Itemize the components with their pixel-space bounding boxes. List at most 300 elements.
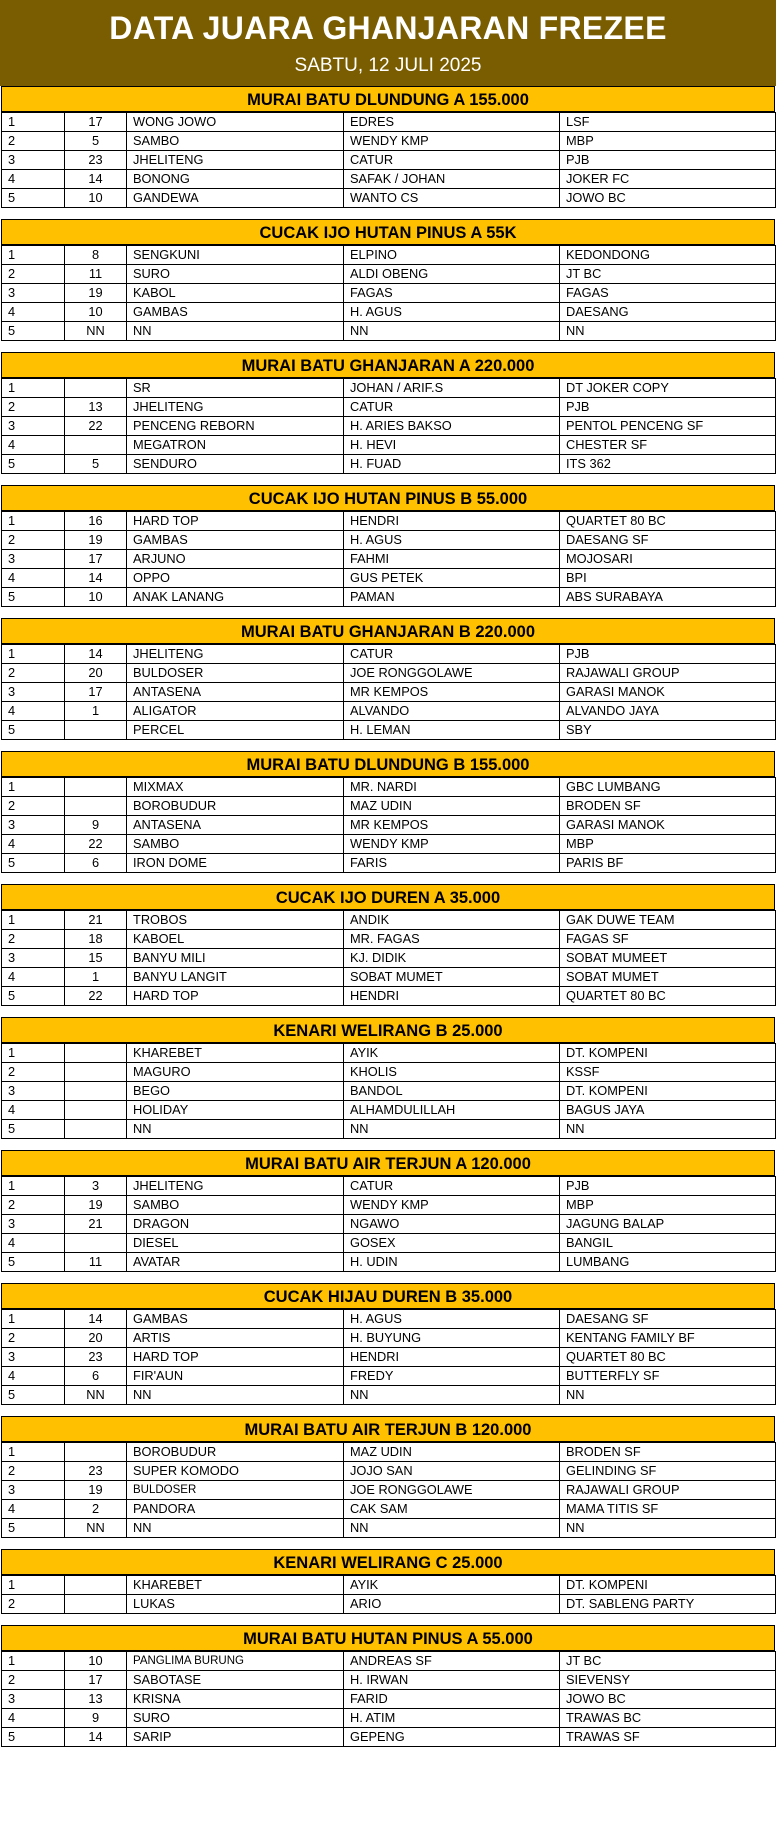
result-section xyxy=(0,219,776,352)
result-section xyxy=(0,1549,776,1625)
bird-name-cell: ARJUNO xyxy=(127,550,344,569)
table-row xyxy=(2,1519,776,1538)
rank-cell: 4 xyxy=(2,1500,65,1519)
number-cell: 22 xyxy=(65,835,127,854)
bird-name-cell: MAGURO xyxy=(127,1063,344,1082)
table-row xyxy=(2,1177,776,1196)
bird-name-cell: BULDOSER xyxy=(127,664,344,683)
bird-name-cell: GAMBAS xyxy=(127,531,344,550)
number-cell: 20 xyxy=(65,1329,127,1348)
number-cell: 3 xyxy=(65,1177,127,1196)
team-cell: JT BC xyxy=(560,265,776,284)
table-row xyxy=(2,512,776,531)
team-cell: DAESANG SF xyxy=(560,1310,776,1329)
number-cell: 14 xyxy=(65,170,127,189)
results-table xyxy=(1,777,776,873)
owner-cell: AYIK xyxy=(344,1044,560,1063)
bird-name-cell: HARD TOP xyxy=(127,512,344,531)
table-row xyxy=(2,1348,776,1367)
number-cell: 1 xyxy=(65,702,127,721)
result-section xyxy=(0,485,776,618)
owner-cell: NN xyxy=(344,1386,560,1405)
bird-name-cell: HARD TOP xyxy=(127,1348,344,1367)
rank-cell: 2 xyxy=(2,398,65,417)
bird-name-cell: BEGO xyxy=(127,1082,344,1101)
rank-cell: 1 xyxy=(2,1652,65,1671)
bird-name-cell: HOLIDAY xyxy=(127,1101,344,1120)
section-title: CUCAK IJO HUTAN PINUS B 55.000 xyxy=(1,485,775,511)
table-row xyxy=(2,455,776,474)
table-row xyxy=(2,189,776,208)
rank-cell: 4 xyxy=(2,569,65,588)
team-cell: JOWO BC xyxy=(560,1690,776,1709)
rank-cell: 3 xyxy=(2,550,65,569)
owner-cell: MR. NARDI xyxy=(344,778,560,797)
table-row xyxy=(2,645,776,664)
number-cell xyxy=(65,436,127,455)
section-title: CUCAK HIJAU DUREN B 35.000 xyxy=(1,1283,775,1309)
table-row xyxy=(2,987,776,1006)
results-table xyxy=(1,1043,776,1139)
rank-cell: 2 xyxy=(2,1063,65,1082)
bird-name-cell: SABOTASE xyxy=(127,1671,344,1690)
bird-name-cell: NN xyxy=(127,1120,344,1139)
table-row xyxy=(2,797,776,816)
team-cell: NN xyxy=(560,1386,776,1405)
team-cell: JOKER FC xyxy=(560,170,776,189)
owner-cell: ALVANDO xyxy=(344,702,560,721)
rank-cell: 3 xyxy=(2,683,65,702)
bird-name-cell: IRON DOME xyxy=(127,854,344,873)
result-section xyxy=(0,1017,776,1150)
result-section xyxy=(0,618,776,751)
number-cell xyxy=(65,1044,127,1063)
number-cell: 1 xyxy=(65,968,127,987)
section-gap xyxy=(0,740,776,751)
team-cell: PARIS BF xyxy=(560,854,776,873)
owner-cell: GOSEX xyxy=(344,1234,560,1253)
bird-name-cell: BANYU MILI xyxy=(127,949,344,968)
bird-name-cell: ANAK LANANG xyxy=(127,588,344,607)
table-row xyxy=(2,1063,776,1082)
rank-cell: 5 xyxy=(2,1386,65,1405)
team-cell: DAESANG xyxy=(560,303,776,322)
bird-name-cell: PANDORA xyxy=(127,1500,344,1519)
table-row xyxy=(2,1462,776,1481)
number-cell xyxy=(65,1063,127,1082)
rank-cell: 2 xyxy=(2,1329,65,1348)
number-cell: 10 xyxy=(65,189,127,208)
owner-cell: FREDY xyxy=(344,1367,560,1386)
result-section xyxy=(0,352,776,485)
result-section xyxy=(0,1283,776,1416)
section-gap xyxy=(0,341,776,352)
result-section xyxy=(0,86,776,219)
team-cell: NN xyxy=(560,1519,776,1538)
owner-cell: ELPINO xyxy=(344,246,560,265)
table-row xyxy=(2,113,776,132)
table-row xyxy=(2,1709,776,1728)
bird-name-cell: SURO xyxy=(127,265,344,284)
number-cell: NN xyxy=(65,322,127,341)
bird-name-cell: JHELITENG xyxy=(127,645,344,664)
bird-name-cell: MEGATRON xyxy=(127,436,344,455)
owner-cell: FARIS xyxy=(344,854,560,873)
section-title: MURAI BATU DLUNDUNG B 155.000 xyxy=(1,751,775,777)
team-cell: TRAWAS SF xyxy=(560,1728,776,1747)
team-cell: GARASI MANOK xyxy=(560,816,776,835)
bird-name-cell: SAMBO xyxy=(127,132,344,151)
number-cell: 17 xyxy=(65,113,127,132)
number-cell: 11 xyxy=(65,1253,127,1272)
number-cell: 8 xyxy=(65,246,127,265)
bird-name-cell: HARD TOP xyxy=(127,987,344,1006)
owner-cell: ALHAMDULILLAH xyxy=(344,1101,560,1120)
results-table xyxy=(1,1309,776,1405)
section-title: KENARI WELIRANG C 25.000 xyxy=(1,1549,775,1575)
number-cell: 2 xyxy=(65,1500,127,1519)
owner-cell: KJ. DIDIK xyxy=(344,949,560,968)
table-row xyxy=(2,1310,776,1329)
section-title: MURAI BATU GHANJARAN A 220.000 xyxy=(1,352,775,378)
bird-name-cell: NN xyxy=(127,1519,344,1538)
owner-cell: H. UDIN xyxy=(344,1253,560,1272)
rank-cell: 3 xyxy=(2,1690,65,1709)
table-row xyxy=(2,949,776,968)
owner-cell: H. AGUS xyxy=(344,303,560,322)
number-cell: 22 xyxy=(65,987,127,1006)
rank-cell: 3 xyxy=(2,284,65,303)
owner-cell: H. ATIM xyxy=(344,1709,560,1728)
results-table xyxy=(1,1651,776,1747)
bird-name-cell: SAMBO xyxy=(127,1196,344,1215)
section-title: CUCAK IJO DUREN A 35.000 xyxy=(1,884,775,910)
owner-cell: NN xyxy=(344,322,560,341)
team-cell: GARASI MANOK xyxy=(560,683,776,702)
table-row xyxy=(2,1082,776,1101)
number-cell: 10 xyxy=(65,1652,127,1671)
results-table xyxy=(1,112,776,208)
team-cell: KEDONDONG xyxy=(560,246,776,265)
team-cell: DT. KOMPENI xyxy=(560,1082,776,1101)
team-cell: TRAWAS BC xyxy=(560,1709,776,1728)
owner-cell: MAZ UDIN xyxy=(344,1443,560,1462)
results-table xyxy=(1,910,776,1006)
table-row xyxy=(2,550,776,569)
rank-cell: 3 xyxy=(2,949,65,968)
number-cell: 17 xyxy=(65,1671,127,1690)
section-title: MURAI BATU AIR TERJUN B 120.000 xyxy=(1,1416,775,1442)
team-cell: BRODEN SF xyxy=(560,797,776,816)
owner-cell: WANTO CS xyxy=(344,189,560,208)
table-row xyxy=(2,436,776,455)
team-cell: NN xyxy=(560,1120,776,1139)
bird-name-cell: BANYU LANGIT xyxy=(127,968,344,987)
number-cell: 21 xyxy=(65,911,127,930)
rank-cell: 1 xyxy=(2,1044,65,1063)
bird-name-cell: NN xyxy=(127,1386,344,1405)
bird-name-cell: SAMBO xyxy=(127,835,344,854)
bird-name-cell: FIR'AUN xyxy=(127,1367,344,1386)
rank-cell: 2 xyxy=(2,1196,65,1215)
table-row xyxy=(2,1671,776,1690)
table-row xyxy=(2,322,776,341)
owner-cell: HENDRI xyxy=(344,987,560,1006)
owner-cell: CATUR xyxy=(344,398,560,417)
owner-cell: MAZ UDIN xyxy=(344,797,560,816)
table-row xyxy=(2,588,776,607)
owner-cell: CATUR xyxy=(344,645,560,664)
result-section xyxy=(0,1416,776,1549)
table-row xyxy=(2,398,776,417)
table-row xyxy=(2,1196,776,1215)
team-cell: NN xyxy=(560,322,776,341)
bird-name-cell: JHELITENG xyxy=(127,151,344,170)
rank-cell: 1 xyxy=(2,1443,65,1462)
team-cell: MOJOSARI xyxy=(560,550,776,569)
number-cell: 19 xyxy=(65,531,127,550)
rank-cell: 1 xyxy=(2,911,65,930)
section-gap xyxy=(0,1538,776,1549)
rank-cell: 5 xyxy=(2,854,65,873)
team-cell: QUARTET 80 BC xyxy=(560,1348,776,1367)
rank-cell: 2 xyxy=(2,1462,65,1481)
number-cell: 19 xyxy=(65,284,127,303)
number-cell: 22 xyxy=(65,417,127,436)
page-title: DATA JUARA GHANJARAN FREZEE xyxy=(109,10,667,46)
table-row xyxy=(2,1120,776,1139)
section-gap xyxy=(0,873,776,884)
table-row xyxy=(2,284,776,303)
team-cell: PENTOL PENCENG SF xyxy=(560,417,776,436)
rank-cell: 4 xyxy=(2,303,65,322)
owner-cell: ARIO xyxy=(344,1595,560,1614)
owner-cell: NGAWO xyxy=(344,1215,560,1234)
rank-cell: 4 xyxy=(2,702,65,721)
owner-cell: MR. FAGAS xyxy=(344,930,560,949)
rank-cell: 4 xyxy=(2,436,65,455)
result-section xyxy=(0,884,776,1017)
bird-name-cell: SURO xyxy=(127,1709,344,1728)
rank-cell: 1 xyxy=(2,512,65,531)
rank-cell: 2 xyxy=(2,797,65,816)
rank-cell: 1 xyxy=(2,379,65,398)
bird-name-cell: ARTIS xyxy=(127,1329,344,1348)
table-row xyxy=(2,835,776,854)
team-cell: DT. KOMPENI xyxy=(560,1576,776,1595)
owner-cell: JOE RONGGOLAWE xyxy=(344,1481,560,1500)
number-cell: 14 xyxy=(65,1310,127,1329)
team-cell: RAJAWALI GROUP xyxy=(560,664,776,683)
rank-cell: 5 xyxy=(2,1519,65,1538)
number-cell: 21 xyxy=(65,1215,127,1234)
bird-name-cell: GAMBAS xyxy=(127,1310,344,1329)
team-cell: GBC LUMBANG xyxy=(560,778,776,797)
results-table xyxy=(1,644,776,740)
table-row xyxy=(2,170,776,189)
number-cell: 17 xyxy=(65,550,127,569)
bird-name-cell: PENCENG REBORN xyxy=(127,417,344,436)
section-title: KENARI WELIRANG B 25.000 xyxy=(1,1017,775,1043)
rank-cell: 5 xyxy=(2,1728,65,1747)
bird-name-cell: BONONG xyxy=(127,170,344,189)
number-cell: 9 xyxy=(65,1709,127,1728)
owner-cell: NN xyxy=(344,1120,560,1139)
owner-cell: FAHMI xyxy=(344,550,560,569)
section-title: MURAI BATU GHANJARAN B 220.000 xyxy=(1,618,775,644)
owner-cell: H. ARIES BAKSO xyxy=(344,417,560,436)
number-cell: 14 xyxy=(65,569,127,588)
number-cell xyxy=(65,379,127,398)
bird-name-cell: PERCEL xyxy=(127,721,344,740)
results-list xyxy=(0,86,776,1747)
team-cell: PJB xyxy=(560,398,776,417)
number-cell: 19 xyxy=(65,1196,127,1215)
number-cell: 16 xyxy=(65,512,127,531)
table-row xyxy=(2,721,776,740)
bird-name-cell: PANGLIMA BURUNG xyxy=(127,1652,344,1671)
bird-name-cell: BULDOSER xyxy=(127,1481,344,1500)
rank-cell: 5 xyxy=(2,987,65,1006)
owner-cell: H. AGUS xyxy=(344,1310,560,1329)
bird-name-cell: JHELITENG xyxy=(127,1177,344,1196)
rank-cell: 1 xyxy=(2,778,65,797)
rank-cell: 5 xyxy=(2,721,65,740)
rank-cell: 1 xyxy=(2,113,65,132)
team-cell: QUARTET 80 BC xyxy=(560,987,776,1006)
bird-name-cell: BOROBUDUR xyxy=(127,797,344,816)
bird-name-cell: KHAREBET xyxy=(127,1044,344,1063)
team-cell: DT. SABLENG PARTY xyxy=(560,1595,776,1614)
table-row xyxy=(2,379,776,398)
rank-cell: 1 xyxy=(2,645,65,664)
team-cell: BAGUS JAYA xyxy=(560,1101,776,1120)
owner-cell: MR KEMPOS xyxy=(344,683,560,702)
table-row xyxy=(2,778,776,797)
bird-name-cell: MIXMAX xyxy=(127,778,344,797)
number-cell: 6 xyxy=(65,1367,127,1386)
bird-name-cell: NN xyxy=(127,322,344,341)
team-cell: SBY xyxy=(560,721,776,740)
rank-cell: 2 xyxy=(2,531,65,550)
team-cell: BPI xyxy=(560,569,776,588)
table-row xyxy=(2,664,776,683)
rank-cell: 3 xyxy=(2,1481,65,1500)
number-cell: 23 xyxy=(65,151,127,170)
rank-cell: 5 xyxy=(2,588,65,607)
owner-cell: H. FUAD xyxy=(344,455,560,474)
owner-cell: JOJO SAN xyxy=(344,1462,560,1481)
owner-cell: MR KEMPOS xyxy=(344,816,560,835)
bird-name-cell: TROBOS xyxy=(127,911,344,930)
number-cell: 13 xyxy=(65,1690,127,1709)
number-cell xyxy=(65,1120,127,1139)
owner-cell: ANDIK xyxy=(344,911,560,930)
bird-name-cell: AVATAR xyxy=(127,1253,344,1272)
section-gap xyxy=(0,474,776,485)
bird-name-cell: DRAGON xyxy=(127,1215,344,1234)
bird-name-cell: KRISNA xyxy=(127,1690,344,1709)
rank-cell: 4 xyxy=(2,170,65,189)
team-cell: BRODEN SF xyxy=(560,1443,776,1462)
table-row xyxy=(2,1044,776,1063)
table-row xyxy=(2,683,776,702)
page-header xyxy=(0,0,776,86)
results-table xyxy=(1,1442,776,1538)
team-cell: KENTANG FAMILY BF xyxy=(560,1329,776,1348)
number-cell: 20 xyxy=(65,664,127,683)
number-cell: 14 xyxy=(65,645,127,664)
table-row xyxy=(2,1690,776,1709)
rank-cell: 2 xyxy=(2,1595,65,1614)
bird-name-cell: OPPO xyxy=(127,569,344,588)
table-row xyxy=(2,417,776,436)
owner-cell: SAFAK / JOHAN xyxy=(344,170,560,189)
owner-cell: FAGAS xyxy=(344,284,560,303)
rank-cell: 3 xyxy=(2,1082,65,1101)
number-cell: NN xyxy=(65,1519,127,1538)
table-row xyxy=(2,1367,776,1386)
rank-cell: 4 xyxy=(2,1367,65,1386)
team-cell: LUMBANG xyxy=(560,1253,776,1272)
bird-name-cell: KHAREBET xyxy=(127,1576,344,1595)
team-cell: SIEVENSY xyxy=(560,1671,776,1690)
section-gap xyxy=(0,208,776,219)
rank-cell: 4 xyxy=(2,1709,65,1728)
owner-cell: CAK SAM xyxy=(344,1500,560,1519)
bird-name-cell: JHELITENG xyxy=(127,398,344,417)
number-cell xyxy=(65,1443,127,1462)
bird-name-cell: SARIP xyxy=(127,1728,344,1747)
section-title: MURAI BATU HUTAN PINUS A 55.000 xyxy=(1,1625,775,1651)
owner-cell: WENDY KMP xyxy=(344,1196,560,1215)
team-cell: DT JOKER COPY xyxy=(560,379,776,398)
rank-cell: 3 xyxy=(2,1215,65,1234)
team-cell: JOWO BC xyxy=(560,189,776,208)
bird-name-cell: BOROBUDUR xyxy=(127,1443,344,1462)
number-cell: NN xyxy=(65,1386,127,1405)
results-table xyxy=(1,1176,776,1272)
rank-cell: 5 xyxy=(2,1120,65,1139)
rank-cell: 2 xyxy=(2,1671,65,1690)
number-cell: 23 xyxy=(65,1462,127,1481)
table-row xyxy=(2,854,776,873)
bird-name-cell: DIESEL xyxy=(127,1234,344,1253)
owner-cell: BANDOL xyxy=(344,1082,560,1101)
table-row xyxy=(2,246,776,265)
section-title: MURAI BATU DLUNDUNG A 155.000 xyxy=(1,86,775,112)
bird-name-cell: ALIGATOR xyxy=(127,702,344,721)
owner-cell: ANDREAS SF xyxy=(344,1652,560,1671)
bird-name-cell: SENGKUNI xyxy=(127,246,344,265)
bird-name-cell: KABOEL xyxy=(127,930,344,949)
table-row xyxy=(2,1728,776,1747)
rank-cell: 5 xyxy=(2,322,65,341)
rank-cell: 4 xyxy=(2,1101,65,1120)
team-cell: MBP xyxy=(560,835,776,854)
number-cell: 10 xyxy=(65,588,127,607)
owner-cell: H. HEVI xyxy=(344,436,560,455)
owner-cell: JOHAN / ARIF.S xyxy=(344,379,560,398)
number-cell: 5 xyxy=(65,132,127,151)
results-table xyxy=(1,511,776,607)
rank-cell: 4 xyxy=(2,835,65,854)
table-row xyxy=(2,911,776,930)
number-cell xyxy=(65,1576,127,1595)
bird-name-cell: LUKAS xyxy=(127,1595,344,1614)
owner-cell: SOBAT MUMET xyxy=(344,968,560,987)
number-cell xyxy=(65,721,127,740)
